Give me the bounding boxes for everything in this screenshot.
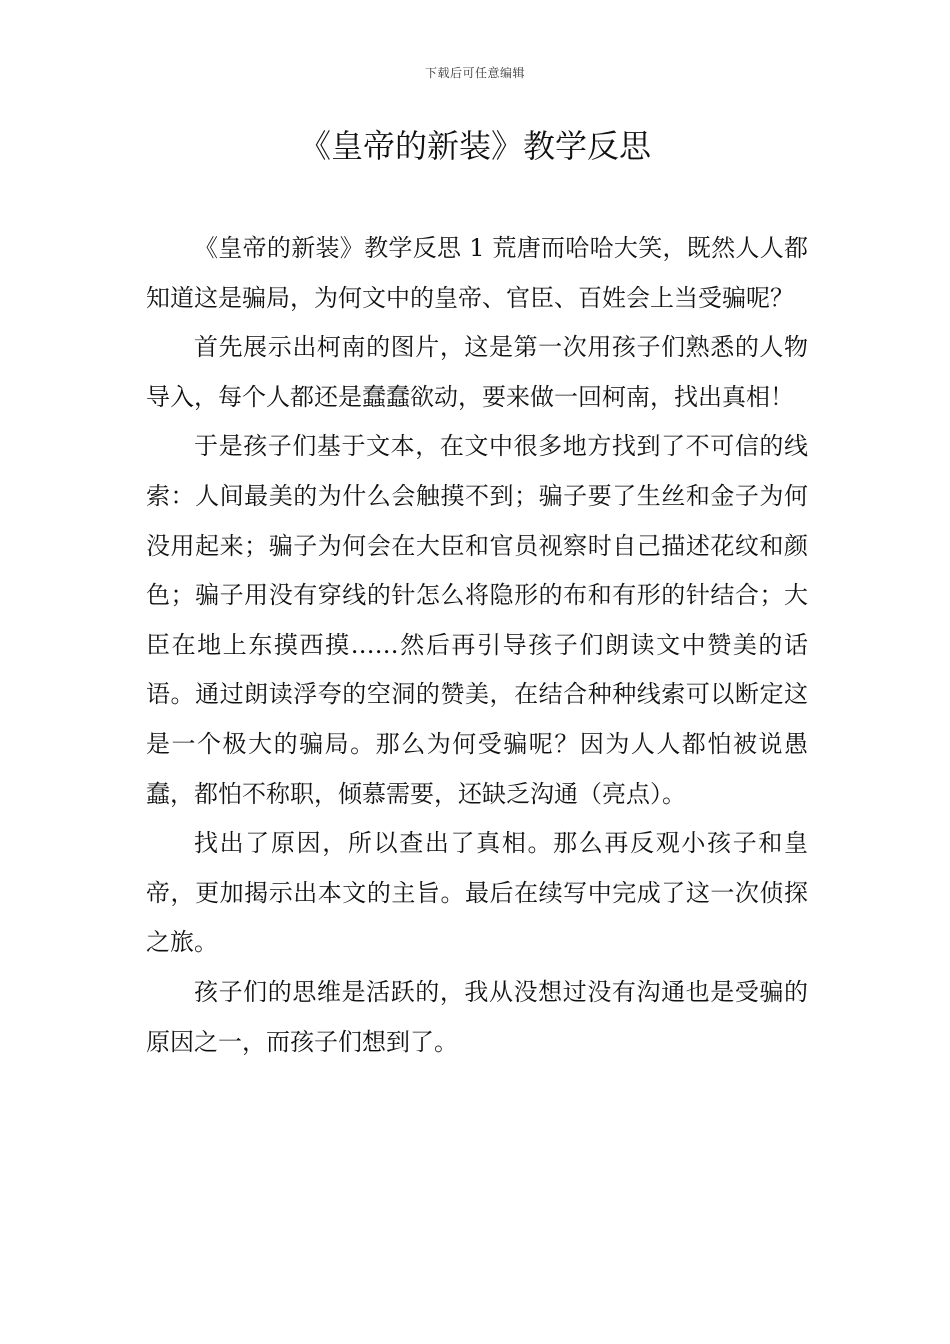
paragraph-4: 找出了原因，所以查出了真相。那么再反观小孩子和皇帝，更加揭示出本文的主旨。最后在续写中完成了这一次侦探之旅。 (146, 829, 808, 957)
paragraph-1: 《皇帝的新装》教学反思 1 荒唐而哈哈大笑，既然人人都知道这是骗局，为何文中的皇帝、官臣、百姓会上当受骗呢？ (146, 234, 808, 312)
document-body (146, 224, 808, 1067)
paragraph-2: 首先展示出柯南的图片，这是第一次用孩子们熟悉的人物导入，每个人都还是蠢蠢欲动，要来做一回柯南，找出真相！ (146, 333, 808, 411)
paragraph-3: 于是孩子们基于文本，在文中很多地方找到了不可信的线索：人间最美的为什么会触摸不到；骗子要了生丝和金子为何没用起来；骗子为何会在大臣和官员视察时自己描述花纹和颜色；骗子用没有穿线的针怎么将隐形的布和有形的针结合；大臣在地上东摸西摸……然后再引导孩子们朗读文中赞美的话语。通过朗读浮夸的空洞的赞美，在结合种种线索可以断定这是一个极大的骗局。那么为何受骗呢？因为人人都怕被说愚蠢，都怕不称职，倾慕需要，还缺乏沟通（亮点）。 (146, 432, 808, 808)
paragraph-5: 孩子们的思维是活跃的，我从没想过没有沟通也是受骗的原因之一，而孩子们想到了。 (146, 977, 808, 1056)
header-note: 下载后可任意编辑 (424, 66, 525, 80)
document-title: 《皇帝的新装》教学反思 (298, 127, 651, 165)
